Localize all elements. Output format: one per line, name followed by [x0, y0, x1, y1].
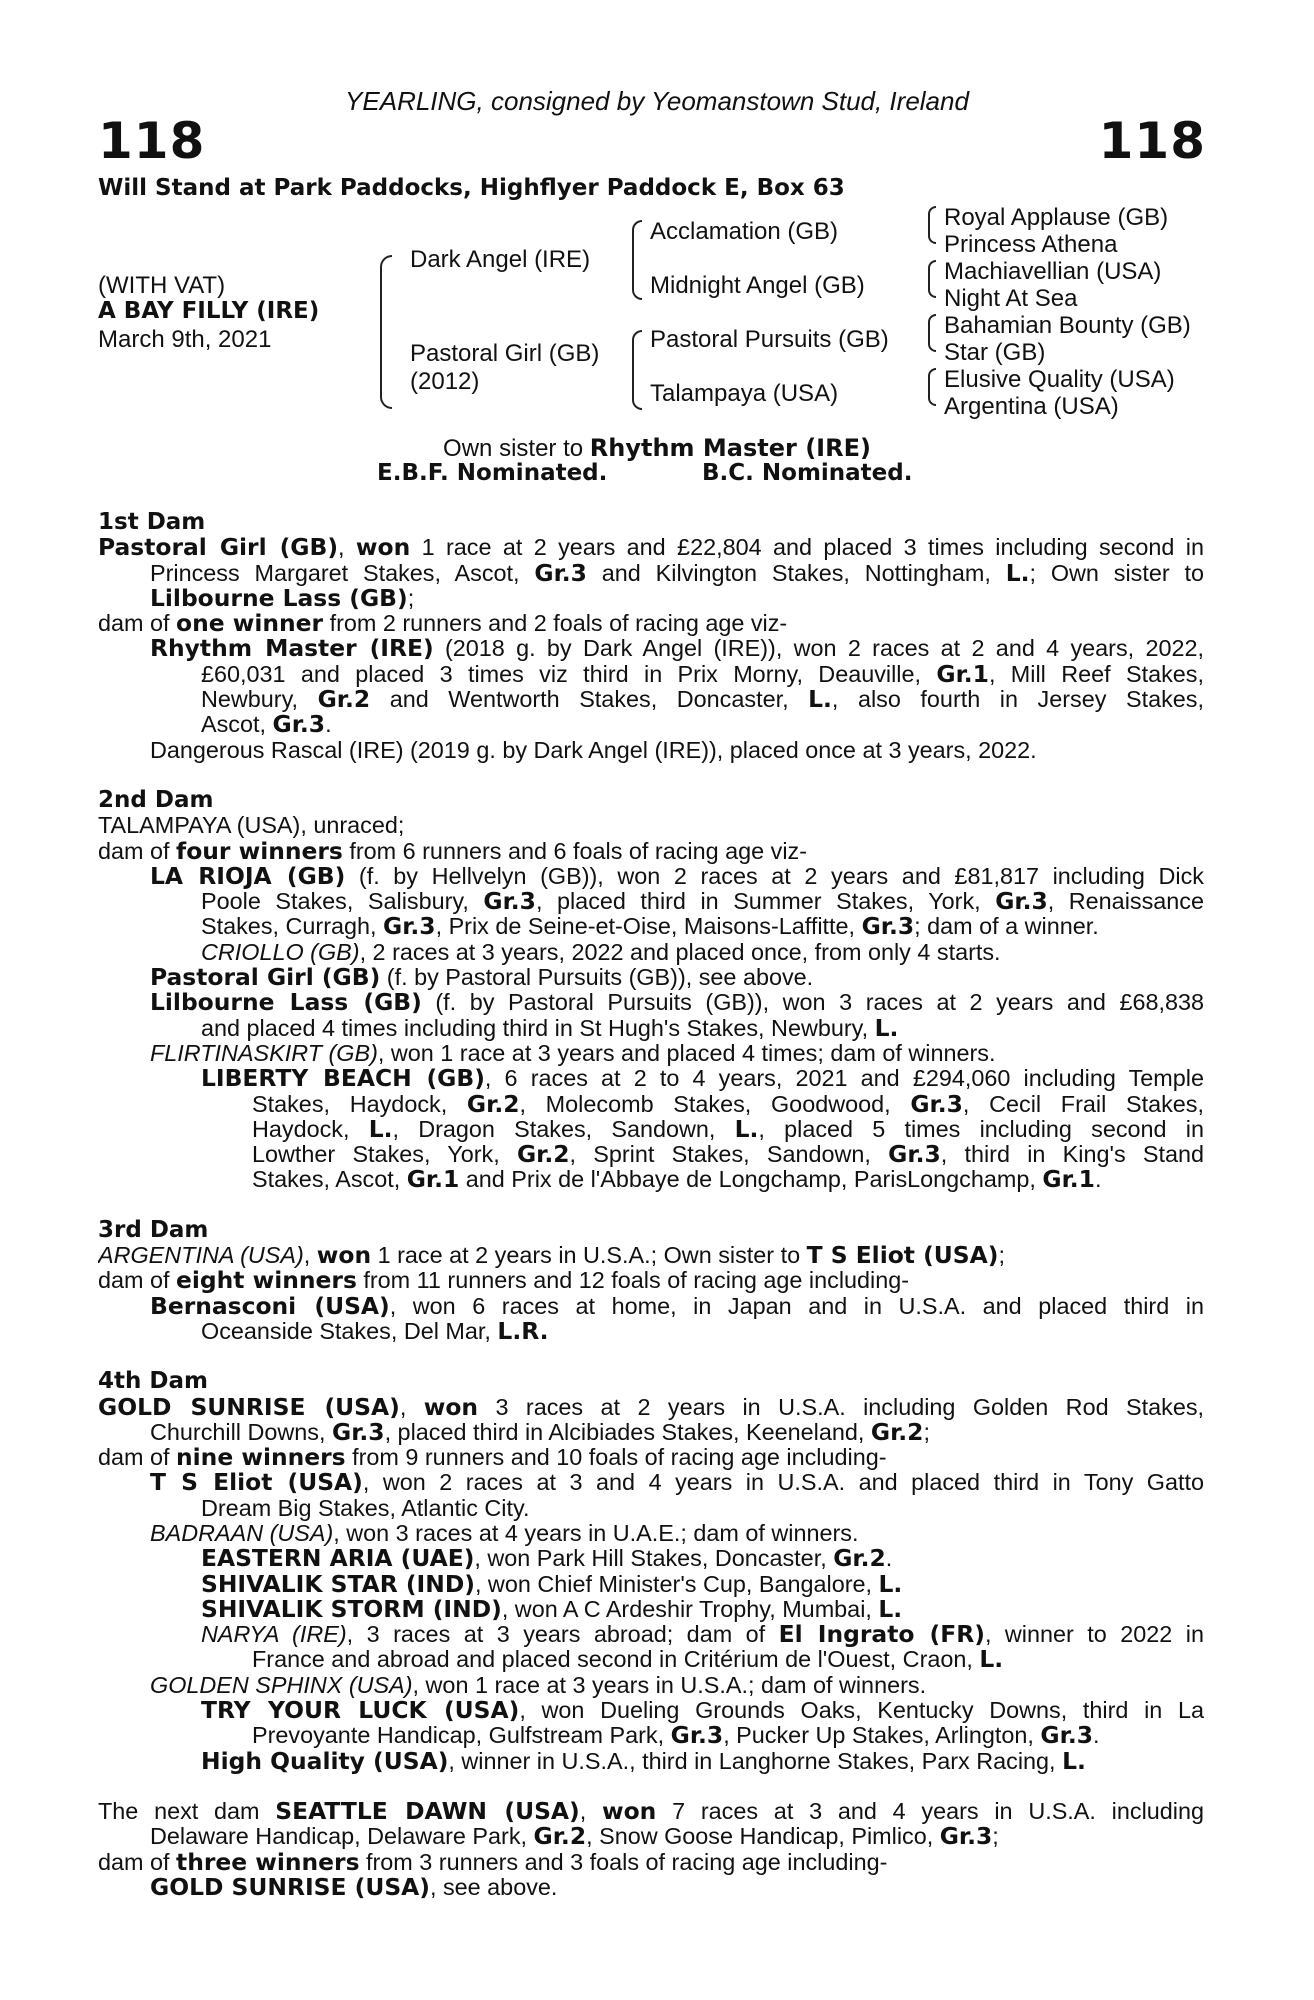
text: , won Dueling Grounds Oaks, Kentucky Downs, third in La: [519, 1698, 1204, 1724]
bold-text: El Ingrato (FR): [778, 1622, 985, 1648]
text: and placed 4 times including third in St Hugh's Stakes, Newbury,: [201, 1015, 875, 1041]
bold-text: L.: [368, 1116, 393, 1143]
record-line: [98, 1622, 1204, 1647]
section-title: 2nd Dam: [98, 786, 214, 813]
bold-text: Gr.2: [317, 687, 371, 713]
text: Dangerous Rascal (IRE) (2019 g. by Dark Angel (IRE)), placed once at 3 years, 2022.: [150, 737, 1037, 763]
text: Haydock,: [252, 1116, 369, 1142]
record-line: [98, 1268, 1204, 1293]
record-line: [98, 611, 1204, 636]
bold-text: Lilbourne Lass (GB): [150, 990, 422, 1016]
record-line: [98, 687, 1204, 712]
text: , Molecomb Stakes, Goodwood,: [519, 1091, 911, 1117]
bold-text: L.: [734, 1116, 759, 1143]
text: 3 races at 2 years in U.S.A. including Golden Rod Stakes,: [478, 1394, 1204, 1420]
vat-note: (WITH VAT): [98, 272, 226, 299]
bold-text: Gr.3: [888, 1142, 941, 1168]
bold-text: Rhythm Master (IRE): [150, 636, 434, 662]
text: ; Own sister to: [1029, 560, 1204, 586]
record-line: [98, 1673, 1204, 1698]
record-line: [98, 1167, 1204, 1192]
record-line: [98, 1016, 1204, 1041]
text: , winner to 2022 in: [984, 1622, 1204, 1648]
italic-text: NARYA (IRE): [201, 1622, 347, 1648]
text: The next dam: [98, 1798, 276, 1824]
bold-text: SEATTLE DAWN (USA): [275, 1798, 580, 1825]
record-line: [98, 1243, 1204, 1268]
pedigree-dam-dam: Talampaya (USA): [650, 380, 839, 407]
text: ,: [338, 535, 356, 561]
pedigree-g2: Princess Athena: [944, 231, 1118, 258]
foaling-date: March 9th, 2021: [98, 326, 272, 353]
record-line: [98, 1824, 1204, 1849]
bold-text: GOLD SUNRISE (USA): [150, 1874, 430, 1901]
bold-text: Gr.2: [833, 1546, 886, 1572]
bold-text: Gr.3: [910, 1091, 963, 1117]
record-line: [98, 990, 1204, 1015]
pedigree-g6: Star (GB): [944, 339, 1046, 366]
bold-text: L.: [878, 1596, 903, 1623]
text: Oceanside Stakes, Del Mar,: [201, 1318, 498, 1344]
record-line: [98, 561, 1204, 586]
record-line: [98, 1496, 1204, 1521]
bold-text: SHIVALIK STAR (IND): [201, 1571, 475, 1597]
text: from 6 runners and 6 foals of racing age viz-: [342, 838, 808, 864]
stand-location: Will Stand at Park Paddocks, Highflyer Paddock E, Box 63: [98, 175, 845, 201]
bold-text: Gr.3: [670, 1723, 724, 1749]
pedigree-brace-g2: [928, 260, 936, 298]
text: Dream Big Stakes, Atlantic City.: [201, 1495, 530, 1521]
bold-text: Gr.2: [466, 1091, 520, 1117]
text: and Prix de l'Abbaye de Longchamp, ParisLongchamp,: [459, 1167, 1043, 1193]
section-gap: [98, 763, 1204, 788]
record-line: [98, 1647, 1204, 1672]
text: , also fourth in Jersey Stakes,: [831, 687, 1204, 713]
bold-text: L.: [874, 1015, 899, 1041]
bold-text: L.R.: [497, 1318, 549, 1345]
text: , Prix de Seine-et-Oise, Maisons-Laffitte,: [435, 914, 862, 940]
record-line: [98, 813, 1204, 838]
text: Delaware Handicap, Delaware Park,: [150, 1824, 534, 1850]
family-record: [98, 510, 1204, 1900]
bold-text: won: [601, 1798, 657, 1825]
record-line: [98, 662, 1204, 687]
italic-text: FLIRTINASKIRT (GB): [150, 1040, 378, 1066]
bold-text: Pastoral Girl (GB): [98, 535, 339, 561]
record-line: [98, 1799, 1204, 1824]
pedigree-brace-sire: [632, 220, 642, 300]
own-sister-name: Rhythm Master (IRE): [589, 434, 871, 462]
text: Lowther Stakes, York,: [252, 1142, 517, 1168]
bold-text: Gr.1: [406, 1167, 460, 1193]
bold-text: won: [355, 535, 411, 561]
text: Ascot,: [201, 712, 273, 738]
text: 1 race at 2 years in U.S.A.; Own sister to: [371, 1243, 807, 1269]
italic-text: BADRAAN (USA): [150, 1520, 334, 1546]
record-line: [98, 636, 1204, 661]
text: (f. by Hellvelyn (GB)), won 2 races at 2 years and £81,817 including Dick: [345, 863, 1204, 889]
text: 1 race at 2 years and £22,804 and placed 3 times including second in: [410, 535, 1204, 561]
bold-text: L.: [1005, 560, 1030, 586]
bold-text: Gr.3: [483, 889, 536, 915]
text: , won 1 race at 3 years in U.S.A.; dam of winners.: [412, 1672, 927, 1698]
lot-number-left: 118: [98, 112, 206, 170]
text: Prevoyante Handicap, Gulfstream Park,: [252, 1723, 671, 1749]
text: , won Chief Minister's Cup, Bangalore,: [474, 1571, 879, 1597]
pedigree-dam-sire: Pastoral Pursuits (GB): [650, 326, 889, 353]
dam-section: [98, 1369, 1204, 1774]
section-gap: [98, 1193, 1204, 1218]
bold-text: Gr.3: [332, 1419, 385, 1446]
bold-text: won: [423, 1394, 479, 1420]
bold-text: Gr.2: [516, 1142, 570, 1168]
bold-text: one winner: [176, 611, 324, 637]
record-line: [98, 1723, 1204, 1748]
text: and Kilvington Stakes, Nottingham,: [586, 560, 1006, 586]
pedigree-g1: Royal Applause (GB): [944, 204, 1169, 231]
text: from 2 runners and 2 foals of racing age viz-: [323, 611, 788, 637]
bold-text: Gr.3: [939, 1824, 993, 1850]
italic-text: GOLDEN SPHINX (USA): [150, 1672, 413, 1698]
text: dam of: [98, 838, 177, 864]
record-line: [98, 1546, 1204, 1571]
bold-text: Gr.2: [870, 1419, 924, 1446]
pedigree-dam: Pastoral Girl (GB): [410, 340, 600, 367]
bold-text: SHIVALIK STORM (IND): [201, 1596, 502, 1623]
text: , see above.: [429, 1874, 558, 1900]
bold-text: Gr.3: [534, 560, 587, 586]
consignment-line: YEARLING, consigned by Yeomanstown Stud, Ireland: [345, 86, 969, 116]
text: , Cecil Frail Stakes,: [962, 1091, 1204, 1117]
text: from 11 runners and 12 foals of racing age including-: [356, 1268, 910, 1294]
text: , Mill Reef Stakes,: [988, 661, 1204, 687]
record-line: [98, 1698, 1204, 1723]
bold-text: eight winners: [176, 1268, 357, 1294]
record-line: [98, 889, 1204, 914]
bold-text: Pastoral Girl (GB): [150, 965, 381, 991]
text: , 6 races at 2 to 4 years, 2021 and £294,060 including Temple: [484, 1066, 1204, 1092]
text: , won 3 races at 4 years in U.A.E.; dam of winners.: [333, 1520, 859, 1546]
bold-text: Gr.2: [533, 1824, 587, 1850]
record-line: [98, 1445, 1204, 1470]
italic-text: ARGENTINA (USA): [98, 1243, 304, 1269]
bold-text: GOLD SUNRISE (USA): [98, 1394, 400, 1420]
bold-text: Gr.1: [1042, 1167, 1095, 1193]
record-line: [98, 1041, 1204, 1066]
pedigree-sire-dam: Midnight Angel (GB): [650, 272, 865, 299]
record-line: [98, 965, 1204, 990]
text: , won 1 race at 3 years and placed 4 times; dam of winners.: [377, 1040, 996, 1066]
text: dam of: [98, 1849, 177, 1875]
text: ;: [998, 1243, 1005, 1269]
text: ;: [992, 1824, 999, 1850]
bold-text: nine winners: [176, 1445, 346, 1471]
record-line: [98, 1395, 1204, 1420]
pedigree-sire: Dark Angel (IRE): [410, 246, 591, 273]
record-line: [98, 712, 1204, 737]
text: , won Park Hill Stakes, Doncaster,: [474, 1546, 834, 1572]
horse-name: A BAY FILLY (IRE): [98, 298, 320, 324]
text: (2018 g. by Dark Angel (IRE)), won 2 races at 2 and 4 years, 2022,: [433, 636, 1204, 662]
section-title: 3rd Dam: [98, 1216, 209, 1243]
section-gap: [98, 1774, 1204, 1799]
dam-section: [98, 510, 1204, 763]
bold-text: Gr.3: [272, 712, 326, 738]
record-line: [98, 1319, 1204, 1344]
pedigree-brace-g4: [928, 368, 936, 406]
pedigree-g8: Argentina (USA): [944, 393, 1119, 420]
section-gap: [98, 1344, 1204, 1369]
text: Newbury,: [201, 687, 318, 713]
text: £60,031 and placed 3 times viz third in Prix Morny, Deauville,: [201, 661, 937, 687]
record-line: [98, 1597, 1204, 1622]
pedigree-g5: Bahamian Bounty (GB): [944, 312, 1191, 339]
text: TALAMPAYA (USA), unraced;: [98, 813, 405, 839]
record-line: [98, 1294, 1204, 1319]
bold-text: L.: [808, 687, 832, 713]
text: , won 2 races at 3 and 4 years in U.S.A. and placed third in Tony Gatto: [362, 1470, 1204, 1496]
text: , Dragon Stakes, Sandown,: [392, 1116, 735, 1142]
text: and Wentworth Stakes, Doncaster,: [370, 687, 809, 713]
bold-text: Bernasconi (USA): [150, 1293, 390, 1319]
bold-text: won: [316, 1243, 372, 1269]
text: from 3 runners and 3 foals of racing age including-: [359, 1849, 888, 1875]
text: , Sprint Stakes, Sandown,: [569, 1142, 889, 1168]
lot-number-right: 118: [1098, 112, 1206, 170]
bold-text: High Quality (USA): [201, 1748, 449, 1774]
bold-text: L.: [979, 1647, 1004, 1673]
record-line: [98, 839, 1204, 864]
bold-text: Gr.3: [861, 914, 915, 940]
text: , won 6 races at home, in Japan and in U.S.A. and placed third in: [389, 1293, 1204, 1319]
text: France and abroad and placed second in Critérium de l'Ouest, Craon,: [252, 1647, 980, 1673]
bold-text: L.: [1062, 1748, 1086, 1774]
record-line: [98, 1092, 1204, 1117]
text: , Pucker Up Stakes, Arlington,: [723, 1723, 1041, 1749]
italic-text: CRIOLLO (GB): [201, 939, 360, 965]
text: Stakes, Haydock,: [252, 1091, 467, 1117]
bold-text: LIBERTY BEACH (GB): [201, 1066, 485, 1092]
record-line: [98, 1117, 1204, 1142]
bold-text: four winners: [176, 838, 343, 864]
text: , 2 races at 3 years, 2022 and placed once, from only 4 starts.: [359, 939, 1001, 965]
pedigree-sire-sire: Acclamation (GB): [650, 218, 839, 245]
record-line: [98, 586, 1204, 611]
text: Stakes, Curragh,: [201, 914, 384, 940]
record-line: [98, 738, 1204, 763]
text: ,: [579, 1798, 602, 1824]
record-line: [98, 864, 1204, 889]
section-title: 4th Dam: [98, 1368, 208, 1395]
record-line: [98, 1875, 1204, 1900]
text: dam of: [98, 1268, 177, 1294]
bold-text: Gr.3: [1040, 1723, 1093, 1749]
text: 7 races at 3 and 4 years in U.S.A. including: [656, 1798, 1204, 1824]
bc-nomination: B.C. Nominated.: [702, 460, 913, 486]
text: .: [1092, 1723, 1100, 1749]
bold-text: L.: [878, 1571, 903, 1597]
text: ; dam of a winner.: [914, 914, 1099, 940]
text: (f. by Pastoral Pursuits (GB)), won 3 races at 2 years and £68,838: [421, 990, 1204, 1016]
bold-text: EASTERN ARIA (UAE): [201, 1546, 475, 1572]
bold-text: three winners: [176, 1849, 360, 1875]
pedigree-g7: Elusive Quality (USA): [944, 366, 1175, 393]
record-line: [98, 914, 1204, 939]
pedigree-g4: Night At Sea: [944, 285, 1078, 312]
bold-text: Lilbourne Lass (GB): [150, 585, 408, 612]
section-title: 1st Dam: [98, 509, 206, 535]
pedigree-dam-year: (2012): [410, 368, 480, 395]
dam-section: [98, 1218, 1204, 1344]
text: , Renaissance: [1047, 889, 1204, 915]
text: , third in King's Stand: [940, 1142, 1204, 1168]
text: .: [885, 1546, 893, 1572]
record-line: [98, 1521, 1204, 1546]
text: .: [1094, 1167, 1102, 1193]
text: ,: [399, 1394, 424, 1420]
bold-text: T S Eliot (USA): [150, 1470, 363, 1496]
text: dam of: [98, 1445, 177, 1471]
text: Poole Stakes, Salisbury,: [201, 889, 484, 915]
own-sister-note: [0, 434, 1314, 463]
ebf-nomination: E.B.F. Nominated.: [377, 460, 608, 486]
pedigree-brace-main: [380, 255, 392, 409]
text: , Snow Goose Handicap, Pimlico,: [586, 1824, 940, 1850]
text: , placed 5 times including second in: [758, 1116, 1204, 1142]
pedigree-g3: Machiavellian (USA): [944, 258, 1162, 285]
text: , won A C Ardeshir Trophy, Mumbai,: [501, 1596, 879, 1622]
text: dam of: [98, 611, 177, 637]
text: .: [325, 712, 332, 738]
pedigree-brace-g3: [928, 314, 936, 352]
bold-text: T S Eliot (USA): [806, 1243, 999, 1269]
dam-section: [98, 788, 1204, 1193]
text: , 3 races at 3 years abroad; dam of: [346, 1622, 779, 1648]
bold-text: Gr.3: [995, 889, 1048, 915]
record-line: [98, 1142, 1204, 1167]
text: , placed third in Summer Stakes, York,: [535, 889, 996, 915]
text: from 9 runners and 10 foals of racing age including-: [345, 1445, 887, 1471]
dam-section: [98, 1799, 1204, 1900]
text: (f. by Pastoral Pursuits (GB)), see above.: [380, 965, 814, 991]
record-line: [98, 535, 1204, 560]
pedigree-brace-g1: [928, 206, 936, 244]
text: , winner in U.S.A., third in Langhorne Stakes, Parx Racing,: [448, 1748, 1063, 1774]
text: ,: [303, 1243, 317, 1269]
own-sister-prefix: Own sister to: [443, 435, 590, 462]
bold-text: Gr.3: [383, 914, 436, 940]
text: Princess Margaret Stakes, Ascot,: [150, 560, 535, 586]
pedigree-brace-dam: [632, 330, 642, 410]
text: ;: [407, 585, 415, 611]
bold-text: Gr.1: [936, 661, 989, 688]
text: Stakes, Ascot,: [252, 1167, 407, 1193]
record-line: [98, 1066, 1204, 1091]
record-line: [98, 1572, 1204, 1597]
bold-text: TRY YOUR LUCK (USA): [201, 1698, 520, 1724]
text: , placed third in Alcibiades Stakes, Keeneland,: [384, 1419, 871, 1445]
record-line: [98, 1420, 1204, 1445]
text: Churchill Downs,: [150, 1419, 332, 1445]
record-line: [98, 1749, 1204, 1774]
record-line: [98, 1850, 1204, 1875]
record-line: [98, 1470, 1204, 1495]
bold-text: LA RIOJA (GB): [150, 863, 346, 890]
record-line: [98, 940, 1204, 965]
text: ;: [923, 1419, 930, 1445]
